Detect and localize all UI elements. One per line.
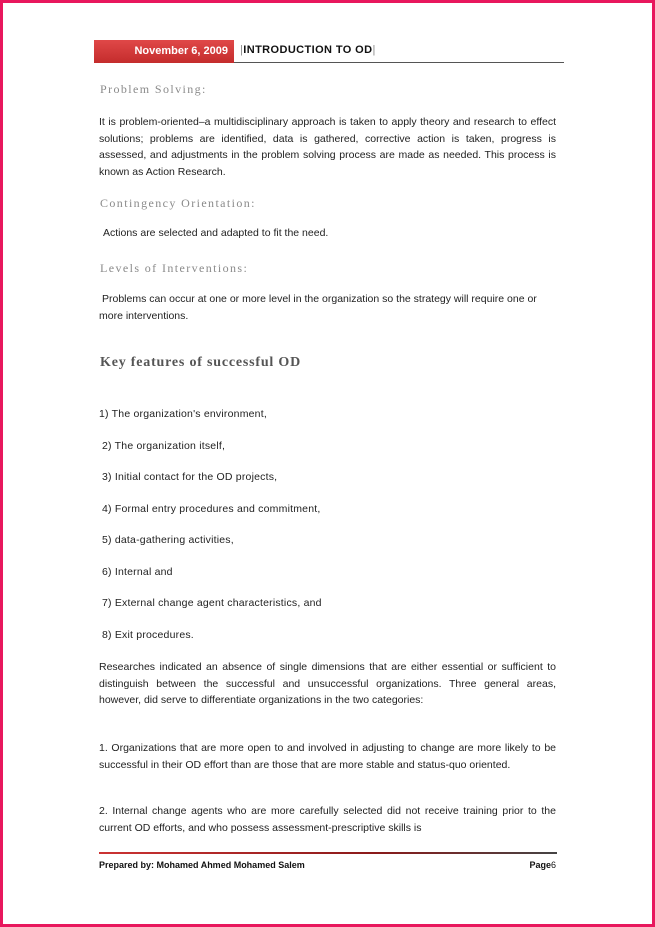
levels-text: Problems can occur at one or more level in the organization so the strategy will require one or more interventions. xyxy=(99,293,537,322)
header-separator-left: | xyxy=(240,44,244,56)
research-paragraph: Researches indicated an absence of single dimensions that are either essential or sufficient to distinguish between the successful and unsuccessful organizations. Three general areas, however, did serve to differentiate organizations in the two categories: xyxy=(99,661,556,706)
footer-prepared-by: Prepared by: Mohamed Ahmed Mohamed Salem xyxy=(99,860,305,870)
key-feature-item: 7) External change agent characteristics, and xyxy=(102,597,322,609)
contingency-heading: Contingency Orientation: xyxy=(100,196,256,210)
key-feature-item: 2) The organization itself, xyxy=(102,440,226,452)
key-feature-item: 6) Internal and xyxy=(102,566,173,578)
problem-solving-text: It is problem-oriented–a multidisciplinary approach is taken to apply theory and research to effect solutions; problems are identified, data is gathered, corrective action is taken, progress is assessed, and adjustments in the problem solving process are made as needed. This process is known as Action Research. xyxy=(99,116,556,178)
header-title xyxy=(240,44,376,56)
key-feature-item: 5) data-gathering activities, xyxy=(102,534,234,546)
footer-page-number xyxy=(490,860,556,870)
header-rule xyxy=(234,62,564,63)
key-feature-item: 4) Formal entry procedures and commitment, xyxy=(102,503,321,515)
header-separator-right: | xyxy=(372,44,376,56)
contingency-text: Actions are selected and adapted to fit the need. xyxy=(103,227,329,239)
point-1-paragraph: 1. Organizations that are more open to and involved in adjusting to change are more likely to be successful in their OD effort than are those that are more stable and status-quo oriented. xyxy=(99,742,556,771)
header-title-text: INTRODUCTION TO OD xyxy=(243,44,373,56)
problem-solving-heading: Problem Solving: xyxy=(100,82,207,96)
key-features-heading: Key features of successful OD xyxy=(100,355,302,370)
key-feature-item: 1) The organization's environment, xyxy=(99,408,267,420)
footer-page-label: Page xyxy=(529,860,551,870)
footer-rule xyxy=(99,852,557,854)
key-feature-item: 3) Initial contact for the OD projects, xyxy=(102,471,278,483)
levels-heading: Levels of Interventions: xyxy=(100,261,249,275)
point-2-paragraph: 2. Internal change agents who are more carefully selected did not receive training prior to the current OD efforts, and who possess assessment-prescriptive skills is xyxy=(99,805,556,834)
footer-page-value: 6 xyxy=(550,860,556,870)
header-date: November 6, 2009 xyxy=(94,40,234,63)
key-feature-item: 8) Exit procedures. xyxy=(102,629,194,641)
